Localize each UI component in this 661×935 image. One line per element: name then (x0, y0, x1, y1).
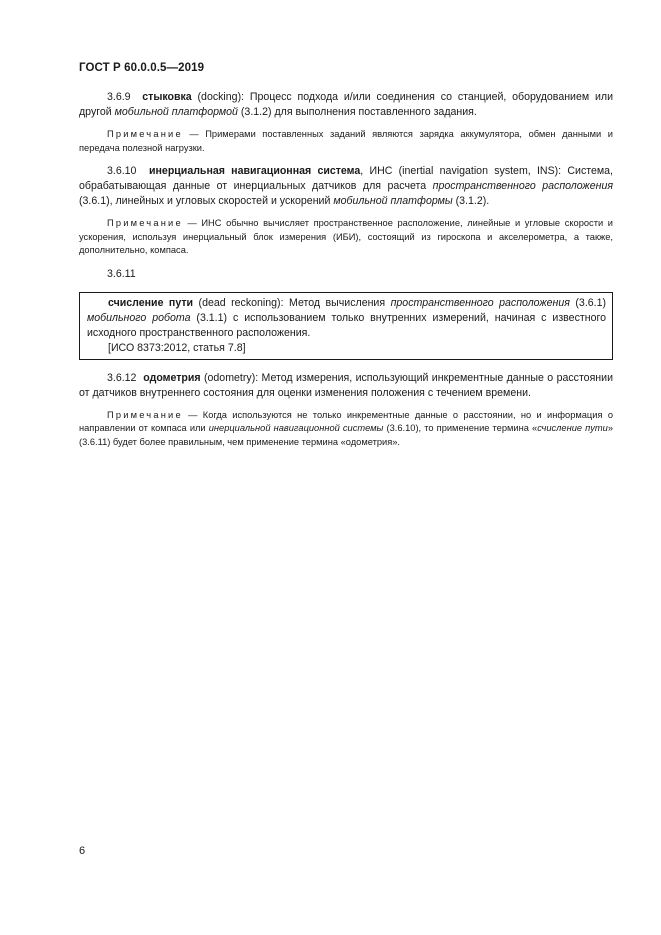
term-entry-3-6-10 (79, 164, 613, 209)
term-entry-3-6-12 (79, 371, 613, 401)
entry-number-3-6-11: 3.6.11 (107, 267, 136, 280)
term-reference: мобильной платформы (333, 195, 453, 207)
note-3-6-9 (79, 128, 613, 155)
term-text: (3.1.2) для выполнения поставленного задания. (237, 106, 477, 118)
note-3-6-10 (79, 217, 613, 258)
term-name: стыковка (142, 91, 192, 103)
term-reference: счисление пути (537, 423, 608, 433)
term-text: (3.1.2). (452, 195, 490, 207)
source-reference: [ИСО 8373:2012, статья 7.8] (108, 341, 246, 354)
note-3-6-12 (79, 409, 613, 450)
entry-number: 3.6.12 (107, 371, 137, 384)
term-text: (3.6.1), линейных и угловых скоростей и ускорений (79, 195, 334, 207)
note-label: Примечание (107, 409, 183, 420)
note-label: Примечание (107, 218, 183, 228)
note-text: — Когда используются не только инкрементные данные о расстоянии, но и информация о направлении от компаса или (79, 409, 613, 433)
note-text: — Примерами поставленных заданий являются зарядка аккумулятора, обмен данными и передача полезной нагрузки. (79, 129, 613, 153)
term-text: (odometry): Метод измерения, использующий инкрементные данные о расстоянии от датчиков внутреннего состояния для оценки изменения положения с течением времени. (79, 371, 613, 399)
entry-number: 3.6.10 (107, 165, 137, 177)
term-text: (docking): Процесс подхода и/или соединения со станцией, оборудованием или другой (79, 91, 613, 118)
term-name: одометрия (143, 371, 201, 384)
boxed-term-entry-3-6-11 (79, 292, 613, 360)
term-reference: инерциальной навигационной системы (208, 423, 384, 433)
standard-header: ГОСТ Р 60.0.0.5—2019 (79, 62, 205, 74)
term-text: (3.6.1) (569, 296, 607, 309)
term-entry-3-6-11 (87, 296, 606, 341)
term-text: (dead reckoning): Метод вычисления (193, 296, 391, 309)
term-reference: пространственного расположения (432, 180, 613, 192)
note-text: » (3.6.11) будет более правильным, чем применение термина «одометрия». (79, 423, 613, 447)
term-reference: мобильного робота (87, 311, 191, 324)
term-entry-3-6-9 (79, 90, 613, 120)
note-label: Примечание (107, 129, 183, 139)
term-name: счисление пути (108, 296, 194, 309)
entry-number: 3.6.9 (107, 91, 131, 103)
term-reference: пространственного расположения (390, 296, 570, 309)
page-content (79, 90, 613, 449)
term-reference: мобильной платформой (114, 106, 238, 118)
term-text: (3.1.1) с использованием только внутренних измерений, начиная с известного исходного пространственного расположения. (87, 311, 606, 339)
note-text: — ИНС обычно вычисляет пространственное расположение, линейные и угловые скорости и ускорения, используя инерциальный блок измерения (ИБИ), состоящий из гироскопа и акселерометра, а также, дополнительно, компаса. (79, 218, 613, 255)
term-name: инерциальная навигационная система (149, 165, 361, 177)
page-number: 6 (79, 845, 86, 857)
note-text: (3.6.10), то применение термина « (383, 423, 538, 433)
term-text: , ИНС (inertial navigation system, INS): Система, обрабатывающая данные от инерциальных датчиков для расчета (79, 165, 613, 192)
